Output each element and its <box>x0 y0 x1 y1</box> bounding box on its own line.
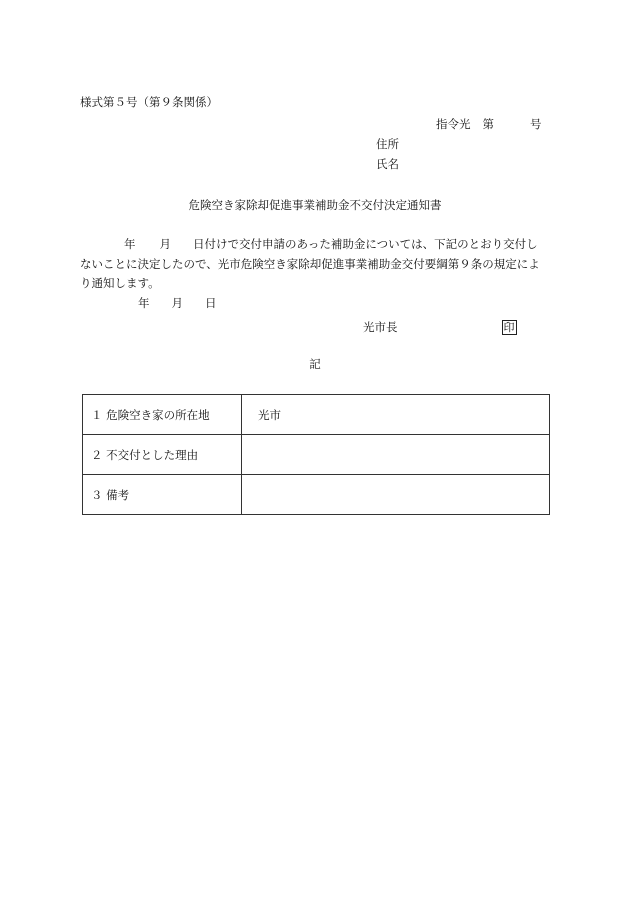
row-value <box>242 435 550 475</box>
issuer-title: 光市長 <box>363 320 398 334</box>
ki-heading: 記 <box>309 357 321 371</box>
body-year: 年 <box>124 237 136 251</box>
row-value: 光市 <box>242 395 550 435</box>
address-label: 住所 <box>376 137 399 151</box>
form-number: 様式第５号（第９条関係） <box>80 95 218 109</box>
table-row <box>83 475 550 515</box>
body-month: 月 <box>159 237 171 251</box>
body-line-1 <box>80 239 538 251</box>
mayor-line <box>363 320 517 335</box>
document-title: 危険空き家除却促進事業補助金不交付決定通知書 <box>188 198 442 212</box>
name-label: 氏名 <box>376 157 399 171</box>
row-value <box>242 475 550 515</box>
body-line-2: ないことに決定したので、光市危険空き家除却促進事業補助金交付要綱第９条の規定によ <box>80 257 540 271</box>
body-line-1-rest: 日付けで交付申請のあった補助金については、下記のとおり交付し <box>193 237 538 251</box>
reference-dai: 第 <box>482 117 494 131</box>
body-line-3: り通知します。 <box>80 276 160 290</box>
date-line <box>80 298 217 310</box>
details-table <box>82 394 550 515</box>
table-row <box>83 395 550 435</box>
reference-go: 号 <box>530 117 542 131</box>
date-year: 年 <box>138 296 150 310</box>
reference-number <box>436 119 542 131</box>
table-row <box>83 435 550 475</box>
row-label: １ 危険空き家の所在地 <box>83 395 242 435</box>
row-label: ２ 不交付とした理由 <box>83 435 242 475</box>
date-month: 月 <box>171 296 183 310</box>
reference-prefix: 指令光 <box>436 117 471 131</box>
seal-mark: 印 <box>503 321 515 334</box>
row-label: ３ 備考 <box>83 475 242 515</box>
date-day: 日 <box>205 296 217 310</box>
